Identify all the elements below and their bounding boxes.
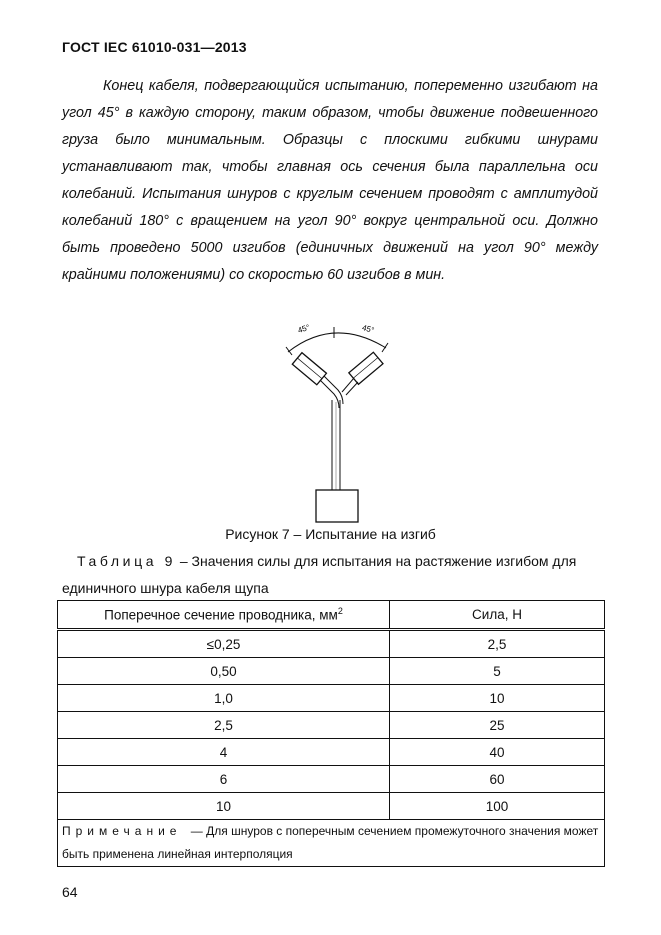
cross-section-cell: 2,5 — [58, 712, 390, 739]
table-row — [58, 658, 605, 685]
force-cell: 2,5 — [390, 630, 605, 658]
cross-section-cell: 10 — [58, 793, 390, 820]
angle-left-tick — [286, 347, 292, 355]
suspended-weight — [316, 490, 358, 522]
table-note-row — [58, 820, 605, 867]
table-note — [58, 820, 605, 867]
document-header: ГОСТ IEC 61010-031—2013 — [62, 39, 247, 55]
header-superscript: 2 — [337, 606, 343, 617]
table-row — [58, 685, 605, 712]
body-paragraph: Конец кабеля, подвергающийся испытанию, попеременно изгибают на угол 45° в каждую сторону, таким образом, чтобы движение подвешенного груза было минимальным. Образцы с плоскими гибкими шнурами устанавливают так, чтобы главная ось сечения была параллельна оси колебаний. Испытания шнуров с круглым сечением проводят с амплитудой колебаний 180° с вращением на угол 90° вокруг центральной оси. Должно быть проведено 5000 изгибов (единичных движений на угол 90° между крайними положениями) со скоростью 60 изгибов в мин. — [62, 78, 598, 283]
note-dash: — — [187, 824, 207, 838]
force-cell: 60 — [390, 766, 605, 793]
angle-right-label: 45° — [361, 323, 376, 335]
cross-section-cell: 4 — [58, 739, 390, 766]
note-label: Примечание — [62, 824, 182, 838]
right-mandrel — [349, 352, 383, 384]
left-mandrel — [292, 353, 326, 385]
cross-section-cell: 6 — [58, 766, 390, 793]
force-cell: 5 — [390, 658, 605, 685]
force-cell: 25 — [390, 712, 605, 739]
table-caption-text: – Значения силы для испытания на растяжение изгибом для единичного шнура кабеля щупа — [62, 553, 577, 596]
angle-right-tick — [382, 343, 388, 352]
cross-section-cell: ≤0,25 — [58, 630, 390, 658]
angle-left-label: 45° — [296, 322, 311, 336]
table-row — [58, 739, 605, 766]
page-number: 64 — [62, 884, 78, 900]
force-cell: 100 — [390, 793, 605, 820]
table-row — [58, 793, 605, 820]
figure-caption: Рисунок 7 – Испытание на изгиб — [225, 526, 436, 542]
bend-test-figure — [262, 320, 412, 525]
header-cross-section: Поперечное сечение проводника, $мм^2$ — [58, 601, 390, 630]
note-text: Для шнуров с поперечным сечением промежуточного значения может быть применена линейная интерполяция — [62, 824, 599, 861]
force-values-table — [57, 600, 605, 867]
header-force: Сила, Н — [390, 601, 605, 630]
force-cell: 40 — [390, 739, 605, 766]
force-cell: 10 — [390, 685, 605, 712]
right-cable — [342, 378, 354, 392]
angle-arc — [288, 333, 386, 352]
table-header-row — [58, 601, 605, 630]
table-row — [58, 766, 605, 793]
bend-test-diagram — [262, 320, 412, 525]
cross-section-cell: 1,0 — [58, 685, 390, 712]
cross-section-cell: 0,50 — [58, 658, 390, 685]
table-caption-label: Таблица 9 — [77, 553, 176, 569]
table-caption — [62, 548, 607, 602]
table-row — [58, 630, 605, 658]
table-row — [58, 712, 605, 739]
